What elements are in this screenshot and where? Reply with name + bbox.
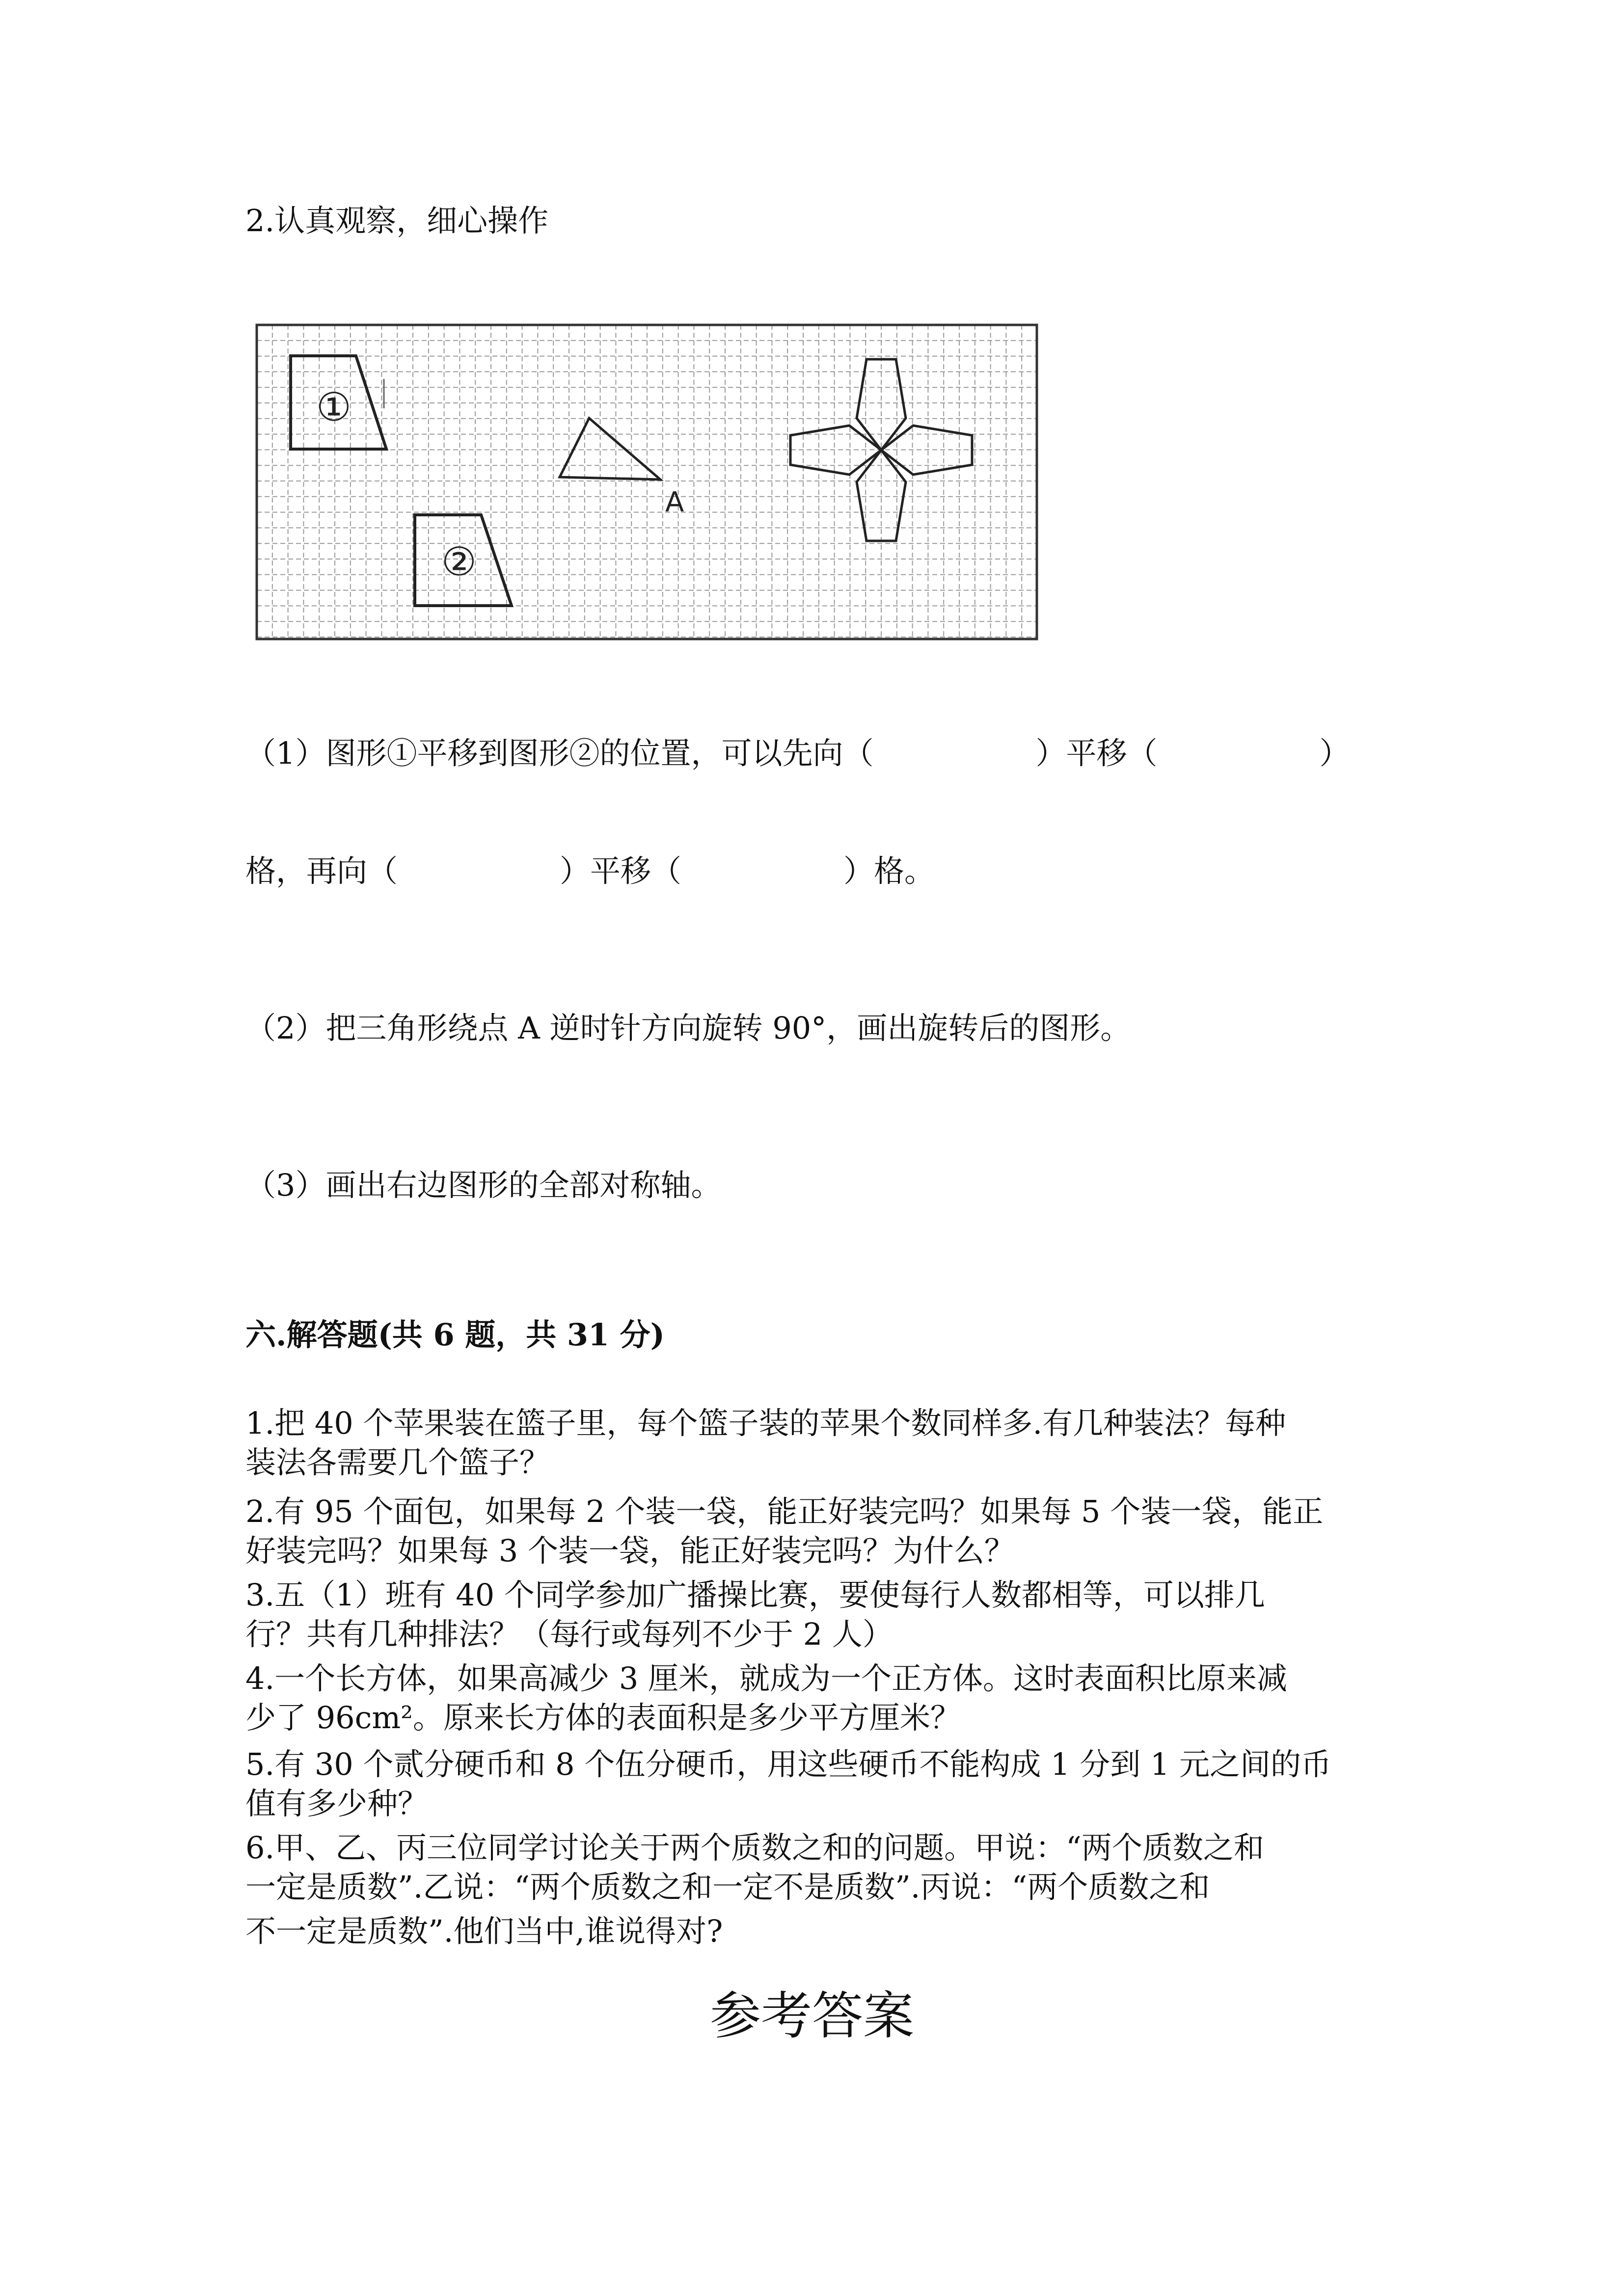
sub-question-3: （3）画出右边图形的全部对称轴。	[245, 1167, 722, 1203]
sub-question-1-line-1: （1）图形①平移到图形②的位置，可以先向（ ）平移（ ）	[245, 735, 1350, 771]
shape-2-label: ②	[441, 539, 477, 585]
question-line: 4.一个长方体，如果高减少 3 厘米，就成为一个正方体。这时表面积比原来减	[245, 1660, 1288, 1696]
answer-title: 参考答案	[709, 1986, 914, 2046]
sub-question-1-line-2: 格，再向（ ）平移（ ）格。	[245, 853, 935, 889]
triangle	[560, 418, 660, 480]
question-line: 一定是质数”.乙说：“两个质数之和一定不是质数”.丙说：“两个质数之和	[245, 1869, 1210, 1905]
question-line: 少了 96cm²。原来长方体的表面积是多少平方厘米？	[245, 1700, 961, 1735]
question-line: 值有多少种？	[245, 1786, 429, 1821]
shape-1-label: ①	[316, 384, 352, 430]
section-six-title: 六.解答题(共 6 题，共 31 分)	[245, 1317, 665, 1353]
grid-lines	[257, 325, 1037, 639]
question-line: 装法各需要几个篮子？	[245, 1444, 550, 1480]
question-line: 5.有 30 个贰分硬币和 8 个伍分硬币，用这些硬币不能构成 1 分到 1 元之间的币	[245, 1746, 1332, 1782]
grid-figure	[255, 320, 1041, 644]
sub-question-2: （2）把三角形绕点 A 逆时针方向旋转 90°，画出旋转后的图形。	[245, 1010, 1131, 1046]
question-line: 行？共有几种排法？（每行或每列不少于 2 人）	[245, 1616, 893, 1652]
question-line: 3.五（1）班有 40 个同学参加广播操比赛，要使每行人数都相等，可以排几	[245, 1577, 1265, 1613]
question-intro: 2.认真观察，细心操作	[245, 203, 549, 239]
question-line: 不一定是质数”.他们当中,谁说得对?	[245, 1913, 723, 1949]
question-line: 好装完吗？如果每 3 个装一袋，能正好装完吗？为什么？	[245, 1533, 1015, 1569]
point-a-label: A	[665, 486, 684, 518]
question-line: 1.把 40 个苹果装在篮子里，每个篮子装的苹果个数同样多.有几种装法？每种	[245, 1405, 1286, 1441]
question-line: 2.有 95 个面包，如果每 2 个装一袋，能正好装完吗？如果每 5 个装一袋，能正	[245, 1494, 1324, 1529]
question-line: 6.甲、乙、丙三位同学讨论关于两个质数之和的问题。甲说：“两个质数之和	[245, 1830, 1264, 1866]
